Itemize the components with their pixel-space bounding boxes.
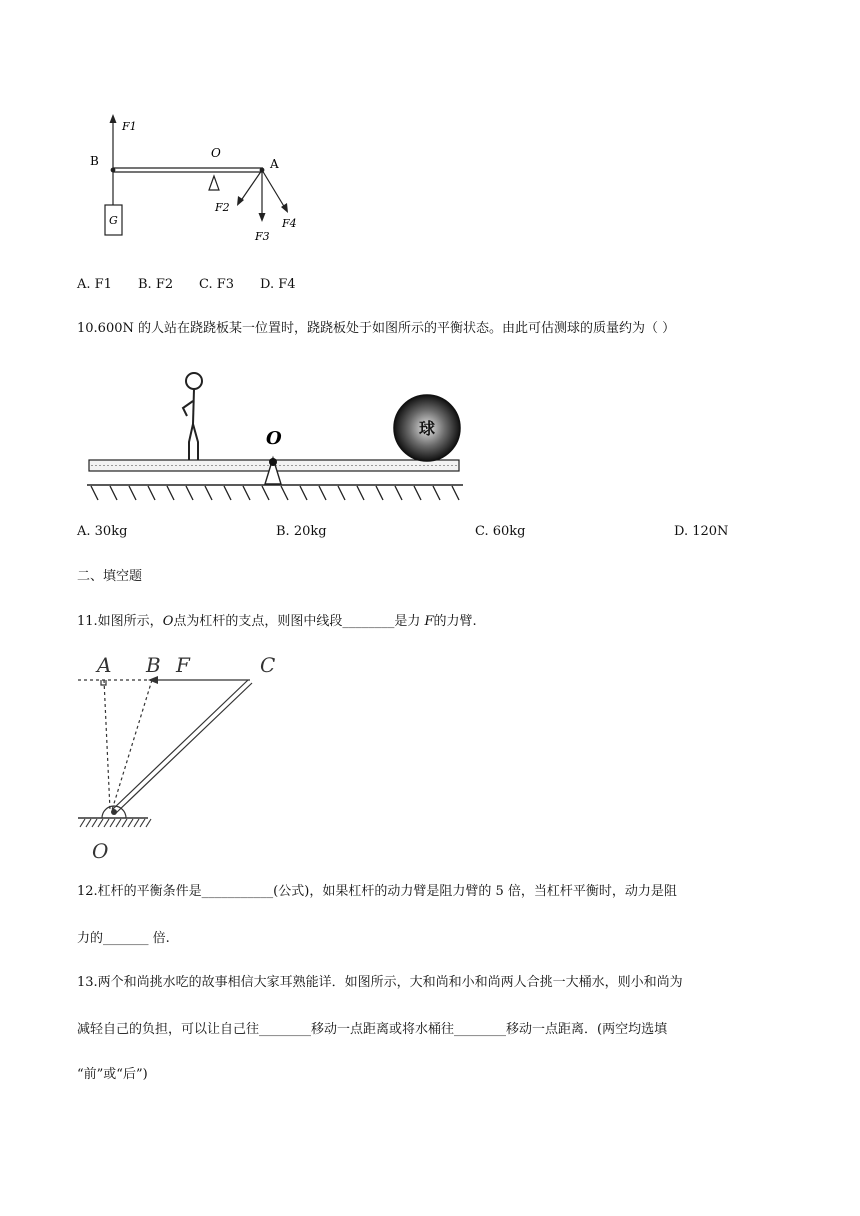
label-o: O <box>211 146 221 160</box>
q11-f: F <box>424 614 434 629</box>
q11-part2: 点为杠杆的支点，则图中线段 <box>173 614 343 629</box>
ball-label: 球 <box>418 419 436 438</box>
label-g: G <box>109 214 118 227</box>
q11-part4: 的力臂. <box>433 614 477 629</box>
q9-option-d: D. F4 <box>260 277 296 292</box>
label-f1: F1 <box>122 120 137 133</box>
label-f4: F4 <box>282 217 297 230</box>
q12-line1: 12.杠杆的平衡条件是___________(公式)，如果杠杆的动力臂是阻力臂的 5 倍，当杠杆平衡时，动力是阻 <box>77 884 677 899</box>
lever-force-figure <box>80 110 320 250</box>
label-a: A <box>270 157 279 171</box>
q10-option-a: A. 30kg <box>77 524 128 539</box>
q11-part3: 是力 <box>394 614 425 629</box>
label-f2: F2 <box>215 201 230 214</box>
q11-stem <box>77 613 477 631</box>
q12-line2: 力的_______ 倍. <box>77 931 170 946</box>
q9-option-c: C. F3 <box>199 277 235 292</box>
q9-option-a: A. F1 <box>77 277 112 292</box>
q10-option-c: C. 60kg <box>475 524 526 539</box>
q10-stem: 10.600N 的人站在跷跷板某一位置时，跷跷板处于如图所示的平衡状态。由此可估测球的质量约为（ ） <box>77 321 676 336</box>
label-a: A <box>97 653 112 677</box>
q13-line1: 13.两个和尚挑水吃的故事相信大家耳熟能详．如图所示，大和尚和小和尚两人合挑一大桶水，则小和尚为 <box>77 975 683 990</box>
q9-option-b: B. F2 <box>138 277 174 292</box>
q11-blank: ________ <box>342 614 395 629</box>
label-b: B <box>146 653 161 677</box>
label-f3: F3 <box>255 230 270 243</box>
q11-part1: 11.如图所示， <box>77 614 163 629</box>
q13-line3: “前”或“后”) <box>77 1067 148 1082</box>
seesaw-figure <box>85 366 475 506</box>
label-f: F <box>176 653 190 677</box>
fulcrum-label: O <box>266 428 282 449</box>
lever-arm-figure <box>78 650 293 865</box>
label-b: B <box>90 154 99 168</box>
label-o: O <box>92 839 109 863</box>
label-c: C <box>260 653 276 677</box>
q13-line2: 减轻自己的负担，可以让自己往________移动一点距离或将水桶往________移动一点距离．(两空均选填 <box>77 1022 668 1037</box>
q10-option-d: D. 120N <box>674 524 729 539</box>
q11-o: O <box>162 614 174 629</box>
q10-option-b: B. 20kg <box>276 524 327 539</box>
section-heading: 二、填空题 <box>77 569 143 584</box>
